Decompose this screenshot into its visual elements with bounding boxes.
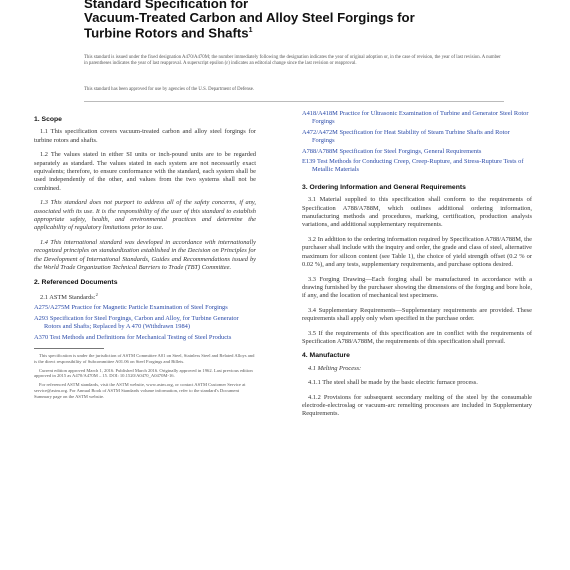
scope-para-2: 1.2 The values stated in either SI units or inch-pound units are to be regarded separately as standard. The values stated in each system are not necessarily exact equivalents; therefore, to ensure conformance with the standard, each system shall be used independently of the other, and values from the two systems shall not be combined.: [34, 151, 256, 192]
reference-title[interactable]: Test Methods and Definitions for Mechanical Testing of Steel Products: [49, 333, 232, 341]
title-footnote-marker: 1: [248, 27, 253, 35]
reference-code[interactable]: A370: [34, 333, 49, 341]
reference-code[interactable]: A293: [34, 314, 49, 322]
reference-code[interactable]: E139: [302, 158, 316, 166]
scope-para-1: 1.1 This specification covers vacuum-treated carbon and alloy steel forgings for turbine rotors and shafts.: [34, 128, 256, 144]
footnote-1: This specification is under the jurisdiction of ASTM Committee A01 on Steel, Stainless Steel and Related Alloys and is the direct responsibility of Subcommittee A01.06 on Steel Forgings and Billets.: [34, 353, 255, 364]
manufacture-para-2: 4.1.1 The steel shall be made by the basic electric furnace process.: [308, 379, 478, 387]
title-line-1: Standard Specification for: [84, 0, 249, 11]
reference-item[interactable]: [302, 148, 532, 156]
manufacture-para-1: 4.1 Melting Process:: [308, 364, 362, 372]
reference-code[interactable]: A275/A275M: [34, 304, 70, 312]
section-heading-scope: 1. Scope: [34, 116, 62, 123]
ordering-para-2: 3.2 In addition to the ordering information required by Specification A788/A788M, the purchaser shall include with the inquiry and order, the grade and class of steel, alternative maximum for silicon content (see Table 1), the choice of yield strength offset (0.2 % or 0.02 %), and any tests, supplementary requirements, and purchase options desired.: [302, 235, 532, 269]
right-column: [302, 110, 532, 425]
ordering-para-1: 3.1 Material supplied to this specification shall conform to the requirements of Specification A788/A788M, which outlines additional ordering information, manufacturing methods and procedures, marking, certification, production analysis variations, and additional supplementary requirements.: [302, 196, 532, 229]
title-line-3-text: Turbine Rotors and Shafts: [84, 25, 249, 41]
document-title: [84, 0, 504, 40]
reference-item[interactable]: [34, 304, 256, 312]
header-divider: [84, 101, 504, 102]
astm-standards-intro: [34, 291, 256, 303]
reference-code[interactable]: A418/A418M: [302, 110, 338, 117]
footnote-2: For referenced ASTM standards, visit the ASTM website, www.astm.org, or contact ASTM Customer Service at service@astm.org. For Annual Book of ASTM Standards volume information, refer to the standard's Document Summary page on the ASTM website.: [34, 382, 246, 399]
reference-title[interactable]: Practice for Magnetic Particle Examination of Steel Forgings: [71, 304, 228, 312]
reference-item[interactable]: [34, 315, 256, 332]
reference-code[interactable]: A788/A788M: [302, 147, 338, 155]
reference-item[interactable]: [302, 129, 532, 146]
manufacture-para-3: 4.1.2 Provisions for subsequent secondary melting of the steel by the consumable electrode-electroslag or vacuum-arc remelting processes are included in Supplementary Requirements.: [302, 393, 532, 418]
astm-standards-label: 2.1 ASTM Standards:: [40, 294, 96, 302]
ordering-para-5: 3.5 If the requirements of this specification are in conflict with the requirements of Specification A788/A788M, the requirements of this specification shall prevail.: [302, 329, 532, 345]
footnote-edition: Current edition approved March 1, 2016. Published March 2016. Originally approved in 1962. Last previous edition approved in 2015 as A470/A470M – 15. DOI: 10.1520/A0470_A0470M-16.: [34, 367, 253, 379]
reference-item[interactable]: [302, 110, 532, 127]
title-line-2: Vacuum-Treated Carbon and Alloy Steel Forgings for: [84, 9, 415, 25]
astm-standards-footnote-marker: 2: [95, 291, 98, 297]
reference-code[interactable]: A472/A472M: [302, 128, 338, 136]
scope-para-4: 1.4 This international standard was developed in accordance with internationally recognized principles on standardization established in the Decision on Principles for the Development of International Standards, Guides and Recommendations issued by the World Trade Organization Technical Barriers to Trade (TBT) Committee.: [34, 238, 256, 272]
reference-title[interactable]: Test Methods for Conducting Creep, Creep-Rupture, and Stress-Rupture Tests of Metallic Materials: [312, 158, 524, 174]
section-heading-referenced-documents: 2. Referenced Documents: [34, 278, 118, 286]
issue-note: This standard is issued under the fixed designation A470/A470M; the number immediately following the designation indicates the year of original adoption or, in the case of revision, the year of last revision. A number in parentheses indicates the year of last reapproval. A superscript epsilon (ε) indicates an editorial change since the last revision or reapproval.: [84, 55, 501, 67]
section-heading-manufacture: 4. Manufacture: [302, 352, 350, 360]
reference-item[interactable]: [302, 158, 532, 175]
reference-title[interactable]: Specification for Steel Forgings, General Requirements: [339, 147, 482, 155]
section-heading-ordering: 3. Ordering Information and General Requirements: [302, 183, 466, 191]
reference-item[interactable]: [34, 334, 256, 342]
left-column: [34, 110, 256, 403]
ordering-para-3: 3.3 Forging Drawing—Each forging shall be manufactured in accordance with a drawing furnished by the purchaser showing the dimensions of the forging and bore hole, if any, and the location of mechanical test specimens.: [302, 275, 532, 300]
footnote-divider: [34, 348, 104, 349]
reference-title[interactable]: Specification for Steel Forgings, Carbon and Alloy, for Turbine Generator Rotors and Shafts; Replaced by A 470 (Withdrawn 1984): [44, 314, 239, 331]
title-line-3: [84, 24, 504, 40]
ordering-para-4: 3.4 Supplementary Requirements—Supplementary requirements are provided. These requirements shall apply only when specified in the purchase order.: [302, 306, 532, 323]
reference-title[interactable]: Specification for Heat Stability of Steam Turbine Shafts and Rotor Forgings: [312, 128, 510, 145]
approval-note: This standard has been approved for use by agencies of the U.S. Department of Defense.: [84, 87, 255, 92]
reference-title[interactable]: Practice for Ultrasonic Examination of Turbine and Generator Steel Rotor Forgings: [312, 110, 529, 126]
scope-para-3: 1.3 This standard does not purport to address all of the safety concerns, if any, associated with its use. It is the responsibility of the user of this standard to establish appropriate safety, health, and environmental practices and determine the applicability of regulatory limitations prior to use.: [34, 199, 256, 232]
